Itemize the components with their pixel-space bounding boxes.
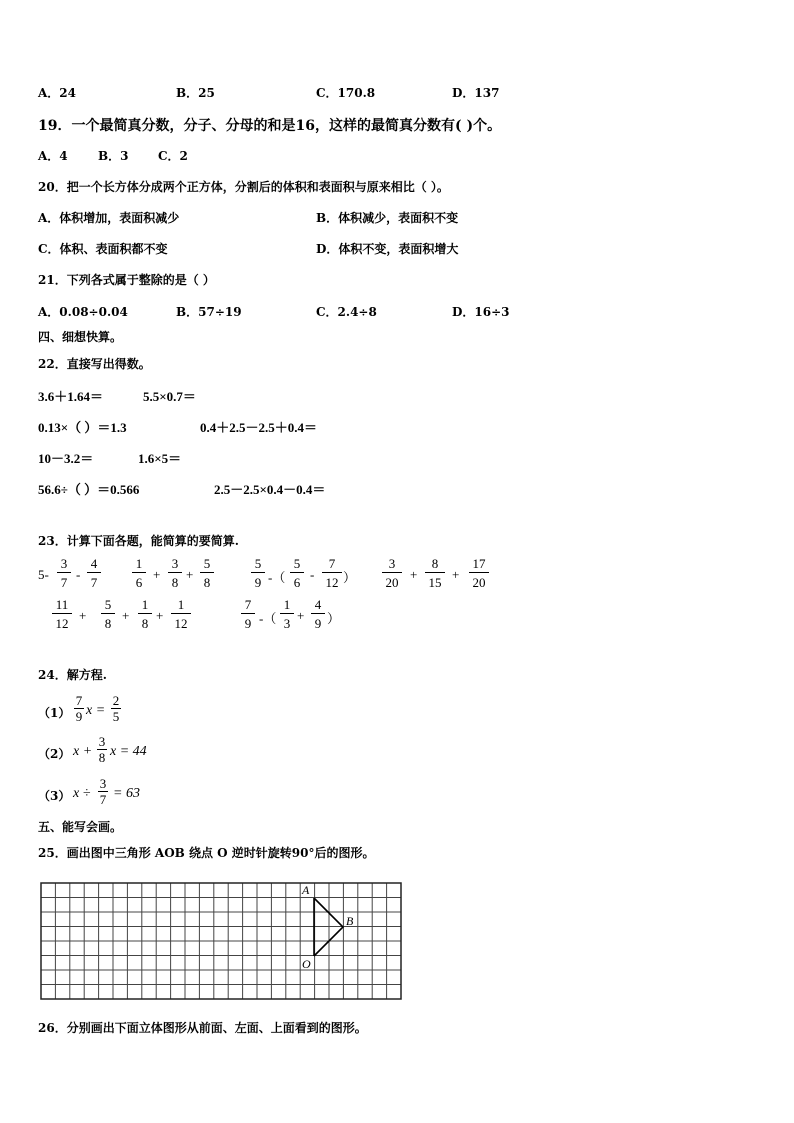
q22-item-3: 0.13×（ ）＝1.3 [38, 420, 127, 435]
q24-eq2-pre: x + [73, 744, 93, 759]
q23-op: 5- [38, 567, 49, 582]
q24-eq2-coefficient: 3 8 [98, 734, 106, 765]
q22-item-5: 10－3.2＝ [38, 451, 94, 466]
q20-option-c[interactable]: C．体积、表面积都不变 [38, 242, 168, 256]
q25-point-o-label: O [302, 957, 311, 971]
q22-stem: 22．直接写出得数。 [38, 357, 151, 371]
q23-op: -（ [259, 611, 277, 626]
q23-fraction: 1 12 [171, 597, 191, 631]
q24-label-1: （1） [38, 706, 71, 720]
q24-eq1-coefficient: 7 9 [75, 693, 83, 724]
q23-stem: 23．计算下面各题，能简算的要简算. [38, 534, 239, 548]
q23-op: + [186, 567, 194, 582]
q24-eq2-post: x = 44 [110, 744, 147, 759]
q20-option-d[interactable]: D．体积不变，表面积增大 [316, 242, 459, 256]
q23-op: + [410, 567, 418, 582]
q18-option-a[interactable]: A．24 [38, 86, 77, 100]
q23-fraction: 17 20 [469, 556, 489, 590]
q24-label-3: （3） [38, 789, 71, 803]
q24-eq1-mid: x = [86, 703, 106, 718]
q19-option-c[interactable]: C．2 [158, 149, 188, 163]
q18-option-b[interactable]: B．25 [176, 86, 215, 100]
q23-fraction: 4 7 [87, 556, 101, 590]
q20-option-a[interactable]: A．体积增加，表面积减少 [38, 211, 180, 225]
q24-eq3-coefficient: 3 7 [99, 776, 107, 807]
q24-eq3-pre: x ÷ [73, 786, 91, 801]
q22-item-8: 2.5－2.5×0.4－0.4＝ [214, 482, 326, 497]
q23-fraction: 3 7 [57, 556, 71, 590]
q23-op: ） [343, 570, 357, 585]
q21-stem: 21．下列各式属于整除的是（ ） [38, 273, 215, 287]
q22-item-1: 3.6＋1.64＝ [38, 389, 104, 404]
q19-option-a[interactable]: A．4 [38, 149, 68, 163]
q23-op: - [310, 567, 315, 582]
section-5-heading: 五、能写会画。 [38, 820, 123, 834]
q23-fraction: 3 8 [168, 556, 182, 590]
q26-stem: 26．分别画出下面立体图形从前面、左面、上面看到的图形。 [38, 1021, 367, 1035]
q23-op: + [452, 567, 460, 582]
q23-op: + [122, 608, 130, 623]
q19-stem: 19．一个最简真分数，分子、分母的和是16，这样的最简真分数有( )个。 [38, 118, 502, 134]
q21-option-a[interactable]: A．0.08÷0.04 [38, 305, 128, 319]
q18-option-c[interactable]: C．170.8 [316, 86, 376, 100]
q21-option-b[interactable]: B．57÷19 [176, 305, 242, 319]
q25-point-a-label: A [302, 883, 310, 897]
q23-fraction: 5 6 [290, 556, 304, 590]
q22-item-2: 5.5×0.7＝ [143, 389, 196, 404]
q23-op: + [79, 608, 87, 623]
q23-fraction: 3 20 [382, 556, 402, 590]
q23-fraction: 5 9 [251, 556, 265, 590]
q23-fraction: 1 6 [132, 556, 146, 590]
q25-grid-figure [40, 880, 402, 1000]
q25-stem: 25．画出图中三角形 AOB 绕点 O 逆时针旋转90°后的图形。 [38, 846, 375, 860]
q20-stem: 20．把一个长方体分成两个正方体，分割后的体积和表面积与原来相比（ ）。 [38, 180, 449, 194]
q20-option-b[interactable]: B．体积减少，表面积不变 [316, 211, 459, 225]
q23-fraction: 5 8 [101, 597, 115, 631]
q23-op: -（ [268, 570, 286, 585]
q23-fraction: 8 15 [425, 556, 445, 590]
q22-item-7: 56.6÷（ ）＝0.566 [38, 482, 140, 497]
q22-item-6: 1.6×5＝ [138, 451, 182, 466]
q23-op: - [76, 567, 81, 582]
q23-fraction: 7 12 [322, 556, 342, 590]
q23-op: + [153, 567, 161, 582]
q21-option-c[interactable]: C．2.4÷8 [316, 305, 377, 319]
q23-fraction: 11 12 [52, 597, 72, 631]
q24-eq1-rhs: 2 5 [112, 693, 120, 724]
q19-option-b[interactable]: B．3 [98, 149, 129, 163]
q23-fraction: 5 8 [200, 556, 214, 590]
q23-fraction: 7 9 [241, 597, 255, 631]
section-4-heading: 四、细想快算。 [38, 330, 123, 344]
q21-option-d[interactable]: D．16÷3 [452, 305, 510, 319]
q23-fraction: 1 3 [280, 597, 294, 631]
q24-eq3-post: = 63 [113, 786, 140, 801]
q25-point-b-label: B [346, 914, 354, 928]
q24-stem: 24．解方程. [38, 668, 107, 682]
q23-op: ） [327, 611, 341, 626]
q23-op: + [156, 608, 164, 623]
q23-op: + [297, 608, 305, 623]
q23-fraction: 4 9 [311, 597, 325, 631]
q22-item-4: 0.4＋2.5－2.5＋0.4＝ [200, 420, 318, 435]
q18-option-d[interactable]: D．137 [452, 86, 500, 100]
q24-label-2: （2） [38, 747, 71, 761]
q23-fraction: 1 8 [138, 597, 152, 631]
